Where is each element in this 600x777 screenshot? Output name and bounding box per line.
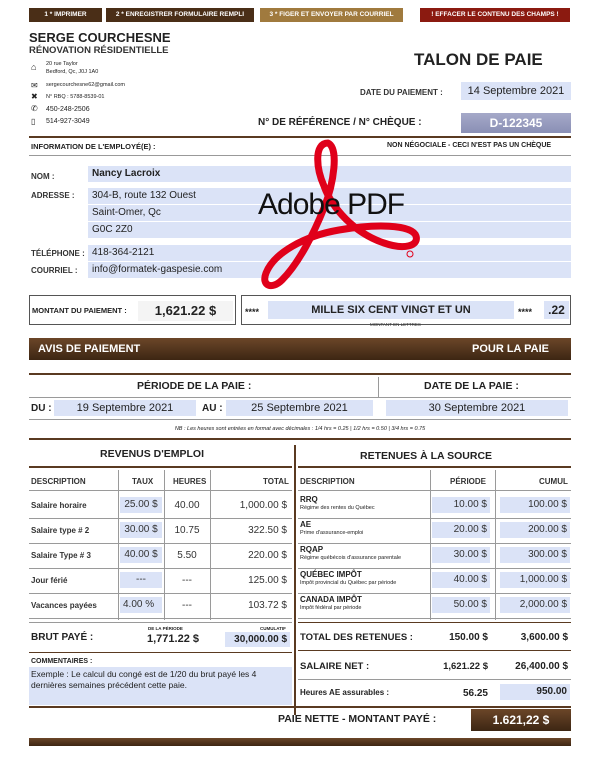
deduction-row-name: RQAP [300, 545, 324, 554]
divider [298, 679, 571, 680]
amount-label: MONTANT DU PAIEMENT : [32, 306, 127, 315]
earnings-row-desc: Salaire horaire [31, 501, 87, 510]
paydate-field[interactable]: 30 Septembre 2021 [386, 400, 568, 416]
mobile-icon: ▯ [31, 117, 36, 126]
net-salary-cumul[interactable]: 26,400.00 $ [515, 661, 568, 672]
brut-period-caption: DE LA PÉRIODE [148, 626, 183, 631]
amount-words-caption: MONTANT EN LETTRES [370, 322, 421, 327]
earnings-row-hours[interactable]: --- [182, 575, 192, 586]
deductions-title: RETENUES À LA SOURCE [360, 450, 493, 462]
mail-icon: ✉ [31, 81, 38, 90]
divider [298, 490, 571, 491]
divider [29, 622, 292, 623]
deduction-row-period[interactable]: 30.00 $ [432, 547, 490, 563]
brut-cumul-value[interactable]: 30,000.00 $ [225, 632, 290, 647]
deduction-row-period[interactable]: 20.00 $ [432, 522, 490, 538]
ae-hours-label: Heures AE assurables : [300, 688, 390, 697]
earnings-row-desc: Salaire type # 2 [31, 526, 90, 535]
deduction-row-name: RRQ [300, 495, 318, 504]
divider [210, 470, 211, 620]
comments-label: COMMENTAIRES : [31, 658, 93, 665]
divider [298, 622, 571, 623]
divider [29, 397, 571, 398]
earnings-col-total: TOTAL [263, 477, 289, 486]
comments-field[interactable]: Exemple : Le calcul du congé est de 1/20 du brut payé les 4 dernières semaines précédent cette paie. [29, 667, 292, 705]
employee-section-title: INFORMATION DE L'EMPLOYÉ(E) : [31, 142, 156, 151]
deduction-row-name: CANADA IMPÔT [300, 595, 362, 604]
amount-value[interactable]: 1,621.22 $ [138, 301, 233, 321]
du-label: DU : [31, 403, 52, 414]
amount-words-field[interactable]: MILLE SIX CENT VINGT ET UN [268, 301, 514, 319]
deduction-row-sub: Prime d'assurance-emploi [300, 530, 364, 536]
brut-period-value[interactable]: 1,771.22 $ [147, 633, 199, 645]
notice-right: POUR LA PAIE [472, 343, 550, 355]
hours-note: NB : Les heures sont entrées en format avec décimales : 1/4 hrs = 0.25 | 1/2 hrs = 0.50 | 3/4 hrs = 0.75 [174, 426, 426, 432]
earnings-row-rate[interactable]: 4.00 % [120, 597, 162, 613]
earnings-row-total[interactable]: 322.50 $ [248, 525, 287, 536]
address-label: ADRESSE : [31, 191, 75, 200]
deduction-row-name: QUÉBEC IMPÔT [300, 570, 362, 579]
notice-left: AVIS DE PAIEMENT [38, 343, 141, 355]
employee-address-3[interactable]: G0C 2Z0 [88, 222, 571, 238]
earnings-row-hours[interactable]: --- [182, 600, 192, 611]
print-button[interactable]: 1 * IMPRIMER [29, 8, 102, 22]
payment-date-label: DATE DU PAIEMENT : [360, 88, 443, 97]
column-divider [294, 445, 296, 715]
home-icon: ⌂ [31, 62, 37, 72]
divider [29, 490, 292, 491]
total-deductions-label: TOTAL DES RETENUES : [300, 632, 413, 643]
divider [298, 518, 571, 519]
ae-hours-cumul[interactable]: 950.00 [500, 684, 570, 700]
period-from-field[interactable]: 19 Septembre 2021 [54, 400, 196, 416]
net-salary-period[interactable]: 1,621.22 $ [443, 661, 488, 672]
deduction-row-cumul[interactable]: 100.00 $ [500, 497, 570, 513]
deduction-row-sub: Régime des rentes du Québec [300, 505, 375, 511]
divider [29, 518, 292, 519]
reference-label: N° DE RÉFÉRENCE / N° CHÈQUE : [258, 117, 422, 128]
name-label: NOM : [31, 172, 55, 181]
earnings-row-desc: Vacances payées [31, 601, 97, 610]
net-salary-label: SALAIRE NET : [300, 661, 370, 672]
stars-right: **** [518, 307, 533, 317]
company-address-1: 20 rue Taylor [46, 61, 78, 67]
brut-cumul-caption: CUMULATIF [260, 626, 286, 631]
earnings-row-rate[interactable]: 25.00 $ [120, 497, 162, 513]
reference-field[interactable]: D-122345 [461, 113, 571, 133]
earnings-row-total[interactable]: 1,000.00 $ [239, 500, 287, 511]
tools-icon: ✖ [31, 92, 38, 101]
deduction-row-cumul[interactable]: 2,000.00 $ [500, 597, 570, 613]
deduction-row-sub: Impôt fédéral par période [300, 605, 362, 611]
au-label: AU : [202, 403, 223, 414]
earnings-row-hours[interactable]: 10.75 [174, 525, 200, 536]
deduction-row-sub: Régime québécois d'assurance parentale [300, 555, 402, 561]
period-title: PÉRIODE DE LA PAIE : [137, 380, 252, 392]
divider [298, 618, 571, 619]
deduction-row-cumul[interactable]: 200.00 $ [500, 522, 570, 538]
earnings-col-desc: DESCRIPTION [31, 477, 86, 486]
employee-address-2[interactable]: Saint-Omer, Qc [88, 205, 571, 221]
divider [298, 543, 571, 544]
watermark-text: Adobe PDF [258, 188, 405, 221]
doc-title: TALON DE PAIE [414, 50, 543, 69]
divider [29, 438, 571, 440]
divider [298, 650, 571, 651]
employee-name-field[interactable]: Nancy Lacroix [88, 166, 571, 182]
deduction-row-period[interactable]: 10.00 $ [432, 497, 490, 513]
company-name: SERGE COURCHESNE [29, 30, 171, 45]
total-deductions-period[interactable]: 150.00 $ [449, 632, 488, 643]
divider [164, 470, 165, 620]
deductions-col-desc: DESCRIPTION [300, 477, 355, 486]
deduction-row-cumul[interactable]: 1,000.00 $ [500, 572, 570, 588]
employee-phone-field[interactable]: 418-364-2121 [88, 245, 571, 261]
net-pay-label: PAIE NETTE - MONTANT PAYÉ : [278, 713, 437, 725]
employee-email-field[interactable]: info@formatek-gaspesie.com [88, 262, 571, 278]
net-pay-value[interactable]: 1.621,22 $ [471, 709, 571, 731]
earnings-row-rate[interactable]: --- [120, 572, 162, 588]
period-to-field[interactable]: 25 Septembre 2021 [226, 400, 373, 416]
deductions-col-cumul: CUMUL [539, 477, 568, 486]
company-address-2: Bedford, Qc, J0J 1A0 [46, 69, 99, 75]
divider [298, 568, 571, 569]
company-email: sergecourchesne62@gmail.com [46, 82, 125, 88]
divider [298, 466, 571, 468]
divider [29, 618, 292, 619]
earnings-title: REVENUS D'EMPLOI [100, 448, 205, 460]
earnings-row-rate[interactable]: 40.00 $ [120, 547, 162, 563]
deduction-row-period[interactable]: 40.00 $ [432, 572, 490, 588]
company-phone: 450-248-2506 [46, 106, 90, 113]
divider [29, 593, 292, 594]
phone-label: TÉLÉPHONE : [31, 249, 85, 258]
deduction-row-cumul[interactable]: 300.00 $ [500, 547, 570, 563]
company-subtitle: RÉNOVATION RÉSIDENTIELLE [29, 45, 169, 56]
divider [495, 470, 496, 620]
divider [29, 419, 571, 420]
stars-left: **** [245, 307, 260, 317]
deduction-row-name: AE [300, 520, 312, 529]
divider [29, 652, 292, 653]
divider [378, 377, 379, 397]
earnings-row-rate[interactable]: 30.00 $ [120, 522, 162, 538]
deduction-row-sub: Impôt provincial du Québec par période [300, 580, 397, 586]
earnings-row-hours[interactable]: 5.50 [177, 550, 197, 561]
divider [29, 568, 292, 569]
ae-hours-period[interactable]: 56.25 [462, 688, 488, 699]
deductions-col-period: PÉRIODE [450, 477, 487, 486]
earnings-row-desc: Salaire Type # 3 [31, 551, 91, 560]
amount-cents-field[interactable]: .22 [544, 301, 569, 319]
paydate-title: DATE DE LA PAIE : [424, 380, 519, 392]
earnings-row-total[interactable]: 103.72 $ [248, 600, 287, 611]
divider [29, 543, 292, 544]
divider [118, 470, 119, 620]
divider [298, 593, 571, 594]
non-negotiable-notice: NON NÉGOCIALE - CECI N'EST PAS UN CHÈQUE [387, 142, 552, 149]
phone-icon: ✆ [31, 104, 38, 113]
save-button[interactable]: 2 * ENREGISTRER FORMULAIRE REMPLI [106, 8, 254, 22]
brut-label: BRUT PAYÉ : [31, 632, 94, 643]
divider [29, 466, 292, 468]
earnings-row-hours[interactable]: 40.00 [174, 500, 200, 511]
employee-address-1[interactable]: 304-B, route 132 Ouest [88, 188, 571, 204]
send-button[interactable]: 3 * FIGER ET ENVOYER PAR COURRIEL [260, 8, 403, 22]
earnings-row-total[interactable]: 220.00 $ [248, 550, 287, 561]
earnings-col-rate: TAUX [132, 477, 154, 486]
clear-button[interactable]: ! EFFACER LE CONTENU DES CHAMPS ! [420, 8, 570, 22]
email-label: COURRIEL : [31, 266, 78, 275]
company-rbq: N° RBQ : 5788-8539-01 [46, 94, 105, 100]
company-mobile: 514-927-3049 [46, 118, 90, 125]
divider [430, 470, 431, 620]
divider [29, 373, 571, 375]
earnings-col-hours: HEURES [173, 477, 207, 486]
footer-bar [29, 738, 571, 746]
earnings-row-total[interactable]: 125.00 $ [248, 575, 287, 586]
divider [29, 706, 571, 708]
deduction-row-period[interactable]: 50.00 $ [432, 597, 490, 613]
payment-date-field[interactable]: 14 Septembre 2021 [461, 82, 571, 100]
total-deductions-cumul[interactable]: 3,600.00 $ [520, 632, 568, 643]
earnings-row-desc: Jour férié [31, 576, 68, 585]
